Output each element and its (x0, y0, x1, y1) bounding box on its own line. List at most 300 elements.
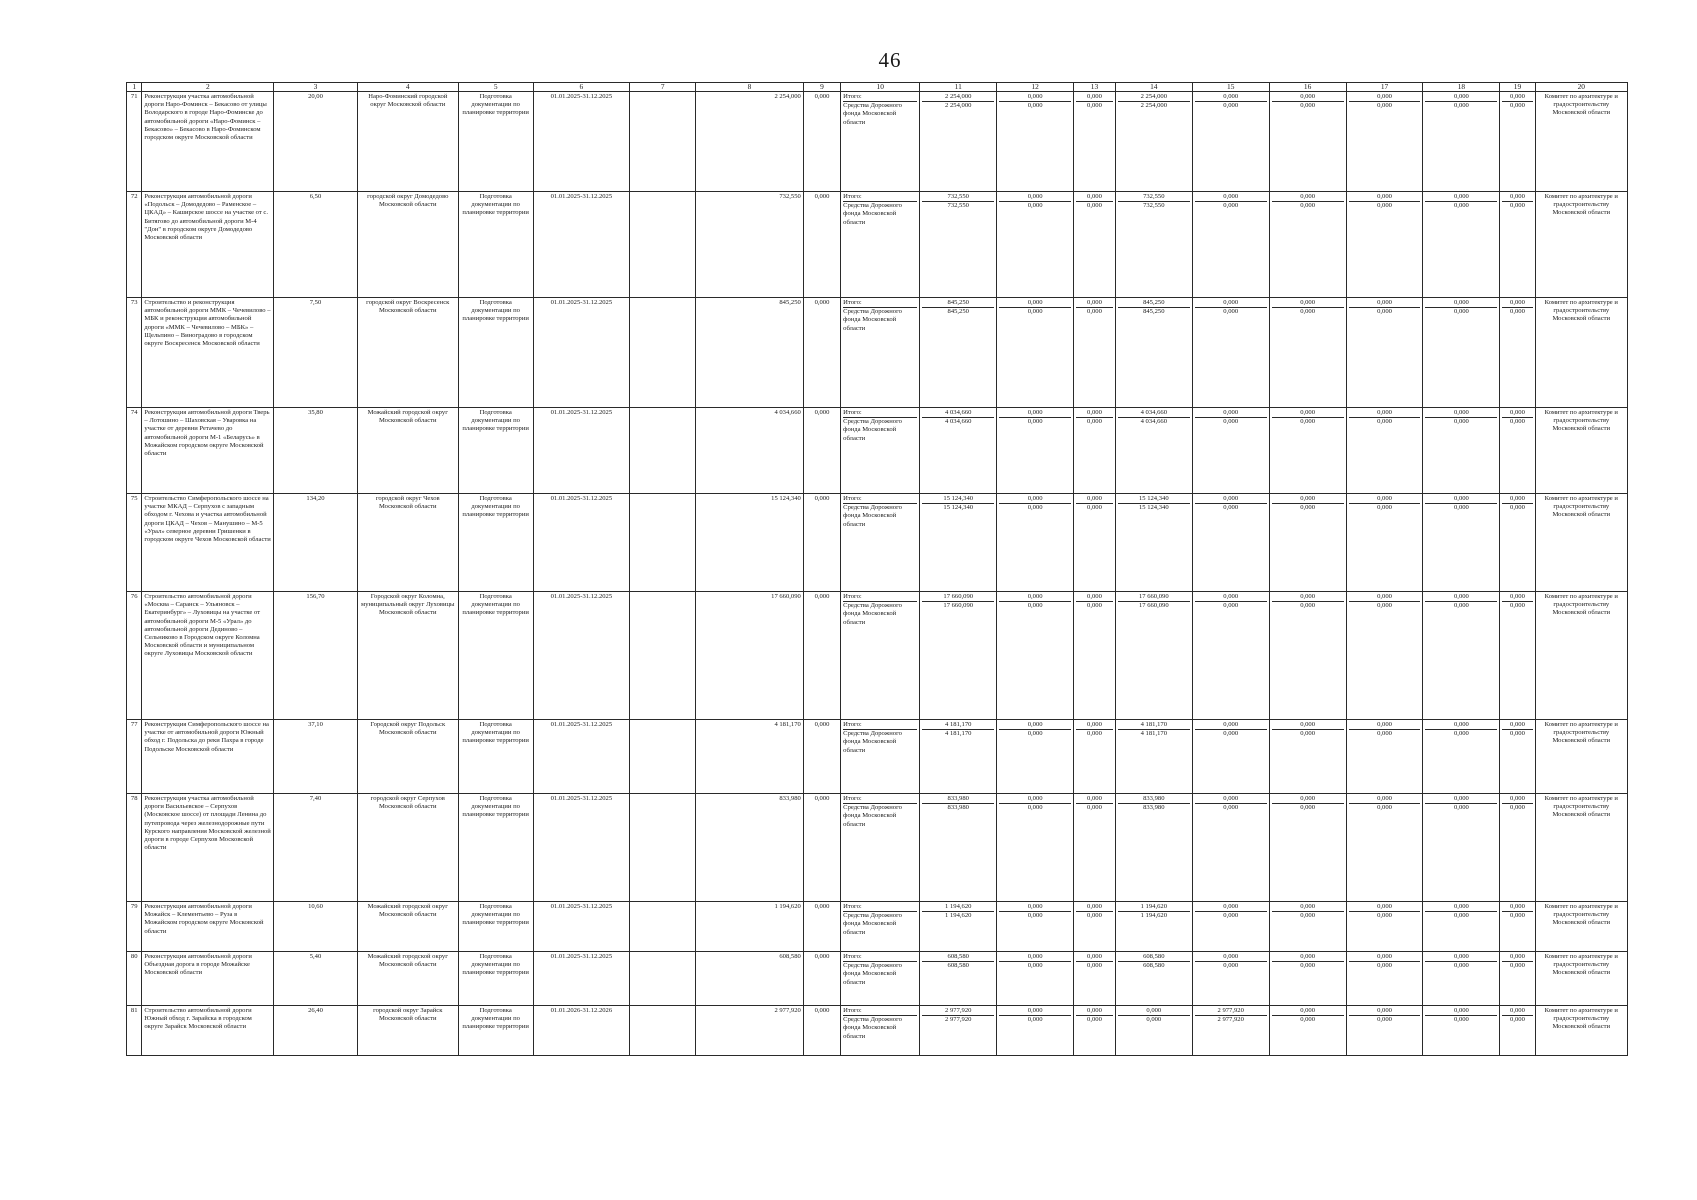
amount-cell (920, 298, 997, 408)
location: городской округ Домодедово Московской области (357, 192, 458, 298)
amount-cell (1074, 592, 1116, 720)
amount-cell (920, 720, 997, 794)
amount-cell (1500, 794, 1535, 902)
amount-cell (997, 794, 1074, 902)
total-amount: 0,000 (1502, 953, 1532, 962)
source-amount: 0,000 (1087, 602, 1102, 610)
work-stage: Подготовка документации по планировке территории (458, 192, 533, 298)
total-amount: 2 254,000 (922, 93, 994, 102)
total-amount: 0,000 (1502, 495, 1532, 504)
total-amount: 0,000 (1349, 795, 1421, 804)
source-amount: 0,000 (1087, 308, 1102, 316)
financed-before: 0,000 (803, 794, 840, 902)
length-km: 6,50 (274, 192, 358, 298)
estimated-cost: 4 034,660 (696, 408, 804, 494)
estimated-cost: 833,980 (696, 794, 804, 902)
amount-cell (1115, 902, 1192, 952)
responsible-body: Комитет по архитектуре и градостроительству Московской области (1535, 1006, 1627, 1056)
source-amount: 0,000 (1377, 308, 1392, 316)
source-amount: 0,000 (1027, 602, 1043, 610)
location: Можайский городской округ Московской области (357, 408, 458, 494)
source-amount: 4 034,660 (945, 418, 972, 426)
amount-cell (1423, 192, 1500, 298)
total-amount: 0,000 (1425, 299, 1497, 308)
object-name: Строительство автомобильной дороги «Москва – Саранск – Ульяновск – Екатеринбург» – Луховицы на участке от автомобильной дороги М-5 «Урал» до автомобильной дороги Дединово – Сельниково в Городском округе Коломна Московской области и муниципальном округе Луховицы Московской области (142, 592, 274, 720)
responsible-body: Комитет по архитектуре и градостроительству Московской области (1535, 92, 1627, 192)
location: Городской округ Коломна, муниципальный округ Луховицы Московской области (357, 592, 458, 720)
estimated-cost: 17 660,090 (696, 592, 804, 720)
amount-cell (1346, 952, 1423, 1006)
source-amount: 0,000 (1223, 418, 1239, 426)
source-amount: 0,000 (1510, 308, 1525, 316)
estimated-cost: 1 194,620 (696, 902, 804, 952)
total-amount: 4 181,170 (922, 721, 994, 730)
source-amount: 608,580 (1143, 962, 1165, 970)
source-amount: 0,000 (1087, 504, 1102, 512)
source-label: Средства Дорожного фонда Московской области (843, 912, 902, 936)
amount-cell (1500, 298, 1535, 408)
source-label: Средства Дорожного фонда Московской области (843, 730, 902, 754)
source-amount: 0,000 (1377, 962, 1392, 970)
work-stage: Подготовка документации по планировке территории (458, 92, 533, 192)
source-amount: 0,000 (1223, 602, 1239, 610)
source-label: Средства Дорожного фонда Московской области (843, 1016, 902, 1040)
total-amount: 732,550 (1118, 193, 1190, 202)
work-stage: Подготовка документации по планировке территории (458, 298, 533, 408)
column-number: 19 (1500, 83, 1535, 92)
object-name: Реконструкция автомобильной дороги Объездная дорога в городе Можайске Московской области (142, 952, 274, 1006)
source-amount: 0,000 (1087, 804, 1102, 812)
total-amount: 0,000 (1272, 193, 1344, 202)
amount-cell (1269, 408, 1346, 494)
location: городской округ Зарайск Московской области (357, 1006, 458, 1056)
source-amount: 0,000 (1223, 308, 1239, 316)
responsible-body: Комитет по архитектуре и градостроительству Московской области (1535, 720, 1627, 794)
funding-source-labels (841, 794, 920, 902)
column-7 (630, 720, 696, 794)
amount-cell (1500, 902, 1535, 952)
table-row (127, 408, 1628, 494)
total-amount: 0,000 (1195, 795, 1267, 804)
amount-cell (920, 592, 997, 720)
source-amount: 0,000 (1510, 202, 1525, 210)
amount-cell (1346, 494, 1423, 592)
amount-cell (1500, 1006, 1535, 1056)
length-km: 26,40 (274, 1006, 358, 1056)
source-amount: 608,580 (947, 962, 969, 970)
amount-cell (1346, 1006, 1423, 1056)
total-amount: 0,000 (1272, 299, 1344, 308)
total-amount: 0,000 (1195, 93, 1267, 102)
page-number: 46 (878, 48, 902, 72)
source-label: Средства Дорожного фонда Московской области (843, 308, 902, 332)
total-label: Итого: (843, 721, 917, 730)
table-row (127, 92, 1628, 192)
total-amount: 0,000 (1425, 903, 1497, 912)
length-km: 20,00 (274, 92, 358, 192)
column-7 (630, 592, 696, 720)
responsible-body: Комитет по архитектуре и градостроительству Московской области (1535, 592, 1627, 720)
source-label: Средства Дорожного фонда Московской области (843, 418, 902, 442)
column-number: 1 (127, 83, 142, 92)
length-km: 37,10 (274, 720, 358, 794)
period: 01.01.2025-31.12.2025 (533, 494, 630, 592)
source-amount: 0,000 (1510, 102, 1525, 110)
total-amount: 0,000 (1195, 903, 1267, 912)
source-amount: 17 660,090 (1138, 602, 1169, 610)
location: городской округ Воскресенск Московской области (357, 298, 458, 408)
column-7 (630, 494, 696, 592)
source-amount: 0,000 (1300, 418, 1316, 426)
total-amount: 0,000 (1272, 93, 1344, 102)
total-amount: 0,000 (1349, 721, 1421, 730)
total-amount: 0,000 (999, 409, 1071, 418)
column-number: 4 (357, 83, 458, 92)
column-number: 6 (533, 83, 630, 92)
total-amount: 0,000 (1502, 409, 1532, 418)
total-label: Итого: (843, 495, 917, 504)
total-amount: 0,000 (1076, 903, 1113, 912)
location: Городской округ Подольск Московской области (357, 720, 458, 794)
source-amount: 732,550 (1143, 202, 1165, 210)
total-amount: 4 034,660 (922, 409, 994, 418)
amount-cell (1192, 408, 1269, 494)
total-amount: 0,000 (1349, 93, 1421, 102)
total-amount: 0,000 (1076, 1007, 1113, 1016)
source-amount: 0,000 (1223, 202, 1239, 210)
source-amount: 0,000 (1087, 102, 1102, 110)
amount-cell (1423, 794, 1500, 902)
source-label: Средства Дорожного фонда Московской области (843, 102, 902, 126)
source-amount: 0,000 (1146, 1016, 1162, 1024)
source-amount: 0,000 (1454, 804, 1469, 812)
source-amount: 0,000 (1027, 962, 1043, 970)
amount-cell (1346, 902, 1423, 952)
amount-cell (997, 592, 1074, 720)
total-amount: 4 034,660 (1118, 409, 1190, 418)
amount-cell (997, 408, 1074, 494)
period: 01.01.2025-31.12.2025 (533, 794, 630, 902)
row-number: 73 (127, 298, 142, 408)
total-label: Итого: (843, 93, 917, 102)
funding-source-labels (841, 720, 920, 794)
column-number: 11 (920, 83, 997, 92)
source-amount: 0,000 (1510, 804, 1525, 812)
source-amount: 0,000 (1454, 912, 1469, 920)
object-name: Реконструкция автомобильной дороги «Подольск – Домодедово – Раменское – ЦКАД» – Каширское шоссе на участке от с. Битягово до автомобильной дороги М-4 "Дон" в городском округе Домодедово Московской области (142, 192, 274, 298)
total-amount: 0,000 (1118, 1007, 1190, 1016)
table-row (127, 592, 1628, 720)
total-amount: 0,000 (1425, 193, 1497, 202)
total-amount: 0,000 (1076, 495, 1113, 504)
source-amount: 0,000 (1223, 962, 1239, 970)
source-amount: 0,000 (1087, 730, 1102, 738)
length-km: 35,80 (274, 408, 358, 494)
work-stage: Подготовка документации по планировке территории (458, 902, 533, 952)
column-number: 12 (997, 83, 1074, 92)
total-amount: 0,000 (999, 495, 1071, 504)
column-number: 9 (803, 83, 840, 92)
source-amount: 0,000 (1300, 102, 1316, 110)
total-amount: 15 124,340 (922, 495, 994, 504)
source-amount: 0,000 (1300, 308, 1316, 316)
amount-cell (1500, 592, 1535, 720)
total-amount: 608,580 (1118, 953, 1190, 962)
total-amount: 0,000 (1349, 593, 1421, 602)
amount-cell (920, 92, 997, 192)
source-amount: 0,000 (1510, 602, 1525, 610)
total-amount: 0,000 (1349, 299, 1421, 308)
source-amount: 0,000 (1027, 912, 1043, 920)
work-stage: Подготовка документации по планировке территории (458, 1006, 533, 1056)
source-amount: 0,000 (1510, 912, 1525, 920)
financed-before: 0,000 (803, 408, 840, 494)
work-stage: Подготовка документации по планировке территории (458, 592, 533, 720)
amount-cell (997, 92, 1074, 192)
source-amount: 2 254,000 (945, 102, 972, 110)
total-amount: 0,000 (999, 193, 1071, 202)
investment-table (126, 82, 1628, 1056)
row-number: 74 (127, 408, 142, 494)
amount-cell (920, 408, 997, 494)
source-amount: 845,250 (1143, 308, 1165, 316)
amount-cell (1500, 720, 1535, 794)
total-label: Итого: (843, 795, 917, 804)
source-amount: 0,000 (1377, 602, 1392, 610)
row-number: 78 (127, 794, 142, 902)
total-amount: 0,000 (1425, 1007, 1497, 1016)
amount-cell (1074, 794, 1116, 902)
amount-cell (1115, 298, 1192, 408)
source-amount: 0,000 (1454, 962, 1469, 970)
amount-cell (1500, 192, 1535, 298)
amount-cell (997, 1006, 1074, 1056)
total-amount: 0,000 (1349, 953, 1421, 962)
total-amount: 0,000 (999, 721, 1071, 730)
amount-cell (1074, 408, 1116, 494)
table-row (127, 1006, 1628, 1056)
period: 01.01.2025-31.12.2025 (533, 192, 630, 298)
funding-source-labels (841, 92, 920, 192)
source-amount: 732,550 (947, 202, 969, 210)
amount-cell (1269, 192, 1346, 298)
column-7 (630, 794, 696, 902)
source-amount: 15 124,340 (943, 504, 974, 512)
total-amount: 0,000 (1272, 795, 1344, 804)
source-label: Средства Дорожного фонда Московской области (843, 202, 902, 226)
amount-cell (1346, 794, 1423, 902)
amount-cell (920, 494, 997, 592)
total-amount: 0,000 (1502, 593, 1532, 602)
work-stage: Подготовка документации по планировке территории (458, 952, 533, 1006)
location: городской округ Серпухов Московской области (357, 794, 458, 902)
amount-cell (1192, 952, 1269, 1006)
work-stage: Подготовка документации по планировке территории (458, 794, 533, 902)
total-amount: 0,000 (1425, 495, 1497, 504)
total-amount: 0,000 (1502, 795, 1532, 804)
estimated-cost: 732,550 (696, 192, 804, 298)
source-amount: 0,000 (1454, 730, 1469, 738)
source-amount: 0,000 (1300, 602, 1316, 610)
row-number: 77 (127, 720, 142, 794)
amount-cell (1192, 192, 1269, 298)
responsible-body: Комитет по архитектуре и градостроительству Московской области (1535, 192, 1627, 298)
column-number: 15 (1192, 83, 1269, 92)
financed-before: 0,000 (803, 298, 840, 408)
amount-cell (1269, 92, 1346, 192)
source-amount: 0,000 (1027, 102, 1043, 110)
amount-cell (1423, 592, 1500, 720)
source-amount: 833,980 (1143, 804, 1165, 812)
funding-source-labels (841, 192, 920, 298)
total-amount: 0,000 (1195, 721, 1267, 730)
total-amount: 0,000 (999, 593, 1071, 602)
total-amount: 0,000 (1425, 93, 1497, 102)
source-amount: 0,000 (1300, 912, 1316, 920)
responsible-body: Комитет по архитектуре и градостроительству Московской области (1535, 494, 1627, 592)
amount-cell (1074, 298, 1116, 408)
amount-cell (997, 192, 1074, 298)
source-amount: 0,000 (1027, 202, 1043, 210)
source-amount: 1 194,620 (1140, 912, 1167, 920)
total-amount: 0,000 (1272, 721, 1344, 730)
amount-cell (1500, 494, 1535, 592)
total-amount: 0,000 (999, 1007, 1071, 1016)
estimated-cost: 15 124,340 (696, 494, 804, 592)
source-amount: 17 660,090 (943, 602, 974, 610)
amount-cell (1269, 1006, 1346, 1056)
source-amount: 0,000 (1027, 730, 1043, 738)
amount-cell (1192, 92, 1269, 192)
total-amount: 0,000 (999, 953, 1071, 962)
column-7 (630, 298, 696, 408)
amount-cell (1346, 592, 1423, 720)
amount-cell (1423, 298, 1500, 408)
row-number: 76 (127, 592, 142, 720)
amount-cell (1500, 92, 1535, 192)
responsible-body: Комитет по архитектуре и градостроительству Московской области (1535, 408, 1627, 494)
amount-cell (1423, 720, 1500, 794)
total-amount: 732,550 (922, 193, 994, 202)
amount-cell (1115, 1006, 1192, 1056)
location: Можайский городской округ Московской области (357, 902, 458, 952)
amount-cell (1115, 408, 1192, 494)
amount-cell (920, 902, 997, 952)
source-amount: 0,000 (1087, 962, 1102, 970)
period: 01.01.2025-31.12.2025 (533, 952, 630, 1006)
column-number: 10 (841, 83, 920, 92)
column-7 (630, 952, 696, 1006)
column-number: 5 (458, 83, 533, 92)
total-amount: 0,000 (999, 795, 1071, 804)
amount-cell (1074, 1006, 1116, 1056)
amount-cell (1423, 902, 1500, 952)
funding-source-labels (841, 298, 920, 408)
estimated-cost: 4 181,170 (696, 720, 804, 794)
financed-before: 0,000 (803, 952, 840, 1006)
source-amount: 0,000 (1087, 202, 1102, 210)
amount-cell (1074, 192, 1116, 298)
amount-cell (997, 494, 1074, 592)
column-7 (630, 1006, 696, 1056)
total-amount: 17 660,090 (922, 593, 994, 602)
column-number-row (127, 83, 1628, 92)
total-amount: 0,000 (1502, 93, 1532, 102)
amount-cell (1192, 720, 1269, 794)
source-amount: 0,000 (1087, 912, 1102, 920)
source-amount: 0,000 (1377, 730, 1392, 738)
amount-cell (1423, 952, 1500, 1006)
length-km: 7,50 (274, 298, 358, 408)
amount-cell (1192, 902, 1269, 952)
total-amount: 17 660,090 (1118, 593, 1190, 602)
source-amount: 0,000 (1027, 418, 1043, 426)
source-amount: 0,000 (1300, 962, 1316, 970)
table-row (127, 720, 1628, 794)
amount-cell (1192, 494, 1269, 592)
amount-cell (1192, 1006, 1269, 1056)
row-number: 71 (127, 92, 142, 192)
source-amount: 0,000 (1377, 1016, 1392, 1024)
source-amount: 0,000 (1454, 308, 1469, 316)
total-amount: 15 124,340 (1118, 495, 1190, 504)
total-amount: 0,000 (1502, 193, 1532, 202)
total-amount: 0,000 (1425, 795, 1497, 804)
amount-cell (1115, 494, 1192, 592)
total-label: Итого: (843, 593, 917, 602)
total-label: Итого: (843, 1007, 917, 1016)
amount-cell (1346, 720, 1423, 794)
amount-cell (1500, 952, 1535, 1006)
source-amount: 0,000 (1223, 730, 1239, 738)
total-amount: 0,000 (1195, 409, 1267, 418)
estimated-cost: 608,580 (696, 952, 804, 1006)
financed-before: 0,000 (803, 592, 840, 720)
period: 01.01.2026-31.12.2026 (533, 1006, 630, 1056)
length-km: 10,60 (274, 902, 358, 952)
total-label: Итого: (843, 903, 917, 912)
total-amount: 0,000 (1502, 1007, 1532, 1016)
source-amount: 2 977,920 (945, 1016, 972, 1024)
amount-cell (1269, 592, 1346, 720)
row-number: 80 (127, 952, 142, 1006)
length-km: 156,70 (274, 592, 358, 720)
amount-cell (1074, 720, 1116, 794)
amount-cell (1115, 952, 1192, 1006)
source-amount: 15 124,340 (1138, 504, 1169, 512)
column-number: 2 (142, 83, 274, 92)
object-name: Реконструкция участка автомобильной дороги Наро-Фоминск – Бекасово от улицы Володарского в городе Наро-Фоминске до автомобильной дороги «Наро-Фоминск – Бекасово» – Бекасово в Наро-Фоминском городском округе Московской области (142, 92, 274, 192)
total-amount: 0,000 (1502, 299, 1532, 308)
total-amount: 0,000 (1425, 953, 1497, 962)
amount-cell (1269, 494, 1346, 592)
period: 01.01.2025-31.12.2025 (533, 298, 630, 408)
amount-cell (920, 794, 997, 902)
source-amount: 0,000 (1454, 418, 1469, 426)
total-amount: 833,980 (1118, 795, 1190, 804)
total-label: Итого: (843, 193, 917, 202)
amount-cell (920, 1006, 997, 1056)
source-amount: 0,000 (1454, 102, 1469, 110)
total-amount: 0,000 (1195, 193, 1267, 202)
total-amount: 0,000 (1425, 409, 1497, 418)
length-km: 134,20 (274, 494, 358, 592)
source-amount: 0,000 (1454, 504, 1469, 512)
total-amount: 0,000 (1272, 409, 1344, 418)
total-amount: 0,000 (1349, 1007, 1421, 1016)
period: 01.01.2025-31.12.2025 (533, 408, 630, 494)
total-amount: 0,000 (1349, 903, 1421, 912)
